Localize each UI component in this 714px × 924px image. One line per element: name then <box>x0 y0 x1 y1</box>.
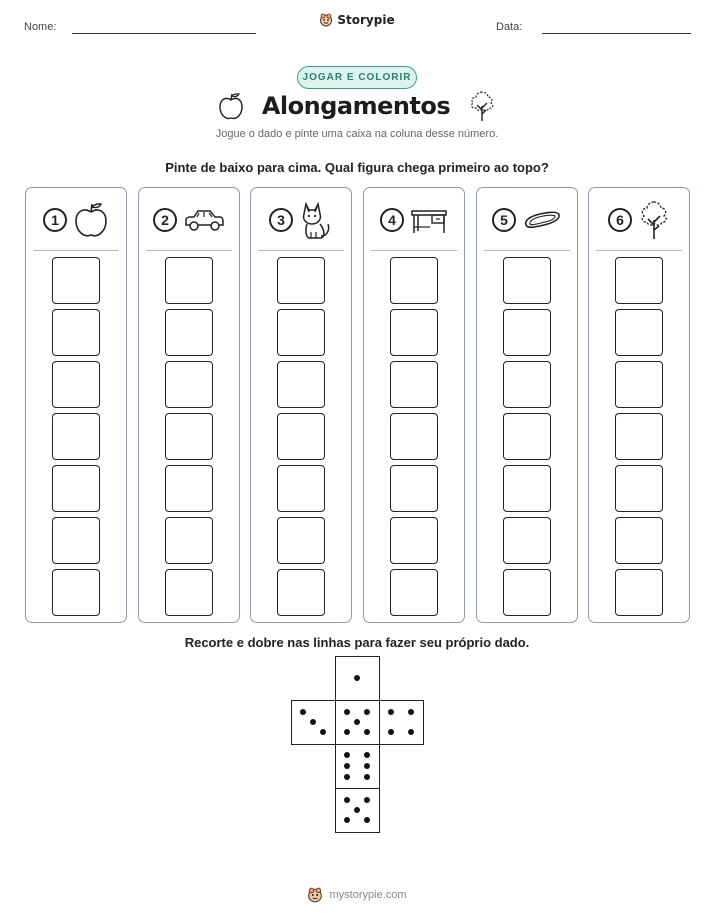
color-box[interactable] <box>390 309 438 356</box>
color-box[interactable] <box>390 465 438 512</box>
column-number: 5 <box>492 208 516 232</box>
color-box[interactable] <box>52 569 100 616</box>
color-box[interactable] <box>390 361 438 408</box>
cat-icon <box>299 200 333 240</box>
color-box[interactable] <box>390 569 438 616</box>
die-pip <box>354 807 360 813</box>
color-box[interactable] <box>615 257 663 304</box>
name-line <box>72 33 256 34</box>
die-pip <box>344 797 350 803</box>
columns-instruction: Pinte de baixo para cima. Qual figura chega primeiro ao topo? <box>165 160 549 175</box>
die-pip <box>364 763 370 769</box>
color-box[interactable] <box>52 361 100 408</box>
die-face-5 <box>335 700 380 745</box>
tree-icon <box>468 90 496 122</box>
brand-logo <box>0 13 714 27</box>
color-box[interactable] <box>503 517 551 564</box>
column-divider <box>371 250 457 251</box>
apple-icon <box>73 200 109 240</box>
column-header <box>26 200 126 240</box>
color-box[interactable] <box>165 257 213 304</box>
color-box[interactable] <box>165 569 213 616</box>
color-box[interactable] <box>277 309 325 356</box>
color-box[interactable] <box>503 569 551 616</box>
category-badge: JOGAR E COLORIR <box>297 66 417 89</box>
tree-icon <box>638 200 670 240</box>
column-1 <box>25 187 127 623</box>
column-2 <box>138 187 240 623</box>
column-header <box>364 200 464 240</box>
die-pip <box>320 729 326 735</box>
column-number: 6 <box>608 208 632 232</box>
color-box[interactable] <box>52 309 100 356</box>
color-box[interactable] <box>165 465 213 512</box>
die-pip <box>344 774 350 780</box>
color-box[interactable] <box>503 309 551 356</box>
color-box[interactable] <box>390 413 438 460</box>
column-number: 3 <box>269 208 293 232</box>
die-pip <box>364 817 370 823</box>
color-box[interactable] <box>615 361 663 408</box>
column-number: 2 <box>153 208 177 232</box>
die-pip <box>364 774 370 780</box>
column-header <box>251 200 351 240</box>
name-label: Nome: <box>24 21 57 33</box>
die-pip <box>388 709 394 715</box>
color-box[interactable] <box>52 413 100 460</box>
die-pip <box>408 729 414 735</box>
die-pip <box>344 729 350 735</box>
color-box[interactable] <box>52 257 100 304</box>
column-number: 4 <box>380 208 404 232</box>
column-number: 1 <box>43 208 67 232</box>
column-3 <box>250 187 352 623</box>
column-5 <box>476 187 578 623</box>
column-header <box>589 200 689 240</box>
die-pip <box>364 797 370 803</box>
column-divider <box>484 250 570 251</box>
color-box[interactable] <box>277 517 325 564</box>
die-pip <box>408 709 414 715</box>
column-divider <box>258 250 344 251</box>
car-icon <box>183 205 225 235</box>
storypie-mascot-icon <box>307 887 323 903</box>
column-divider <box>33 250 119 251</box>
color-box[interactable] <box>52 517 100 564</box>
die-face-5-bottom <box>335 788 380 833</box>
color-box[interactable] <box>503 257 551 304</box>
color-box[interactable] <box>615 309 663 356</box>
color-box[interactable] <box>615 465 663 512</box>
subtitle: Jogue o dado e pinte uma caixa na coluna desse número. <box>215 128 499 140</box>
storypie-mascot-icon <box>319 13 333 27</box>
color-box[interactable] <box>615 517 663 564</box>
color-box[interactable] <box>277 569 325 616</box>
apple-icon <box>218 91 244 121</box>
page-title: Alongamentos <box>261 92 451 120</box>
rubber-band-icon <box>522 207 562 233</box>
color-box[interactable] <box>390 517 438 564</box>
dice-instruction: Recorte e dobre nas linhas para fazer seu próprio dado. <box>184 635 530 650</box>
die-pip <box>364 729 370 735</box>
color-box[interactable] <box>503 361 551 408</box>
die-pip <box>344 763 350 769</box>
color-box[interactable] <box>615 413 663 460</box>
color-box[interactable] <box>277 465 325 512</box>
color-box[interactable] <box>277 257 325 304</box>
color-box[interactable] <box>277 413 325 460</box>
die-pip <box>354 675 360 681</box>
brand-name: Storypie <box>337 13 395 27</box>
title-row <box>0 90 714 122</box>
die-pip <box>344 817 350 823</box>
color-box[interactable] <box>277 361 325 408</box>
die-face-3 <box>291 700 336 745</box>
footer <box>0 887 714 903</box>
die-pip <box>388 729 394 735</box>
column-divider <box>596 250 682 251</box>
color-box[interactable] <box>165 413 213 460</box>
die-pip <box>354 719 360 725</box>
die-pip <box>344 709 350 715</box>
color-box[interactable] <box>390 257 438 304</box>
column-header <box>477 200 577 240</box>
footer-url[interactable]: mystorypie.com <box>329 889 407 901</box>
column-header <box>139 200 239 240</box>
die-face-6 <box>335 744 380 789</box>
color-box[interactable] <box>165 517 213 564</box>
die-face-1 <box>335 656 380 701</box>
date-line <box>542 33 691 34</box>
die-pip <box>310 719 316 725</box>
color-box[interactable] <box>165 309 213 356</box>
column-6 <box>588 187 690 623</box>
column-divider <box>146 250 232 251</box>
color-box[interactable] <box>165 361 213 408</box>
die-pip <box>364 752 370 758</box>
color-box[interactable] <box>52 465 100 512</box>
die-pip <box>344 752 350 758</box>
die-pip <box>300 709 306 715</box>
color-box[interactable] <box>615 569 663 616</box>
color-box[interactable] <box>503 413 551 460</box>
die-face-4 <box>379 700 424 745</box>
column-4 <box>363 187 465 623</box>
die-pip <box>364 709 370 715</box>
color-box[interactable] <box>503 465 551 512</box>
date-label: Data: <box>496 21 523 33</box>
desk-icon <box>410 205 448 235</box>
